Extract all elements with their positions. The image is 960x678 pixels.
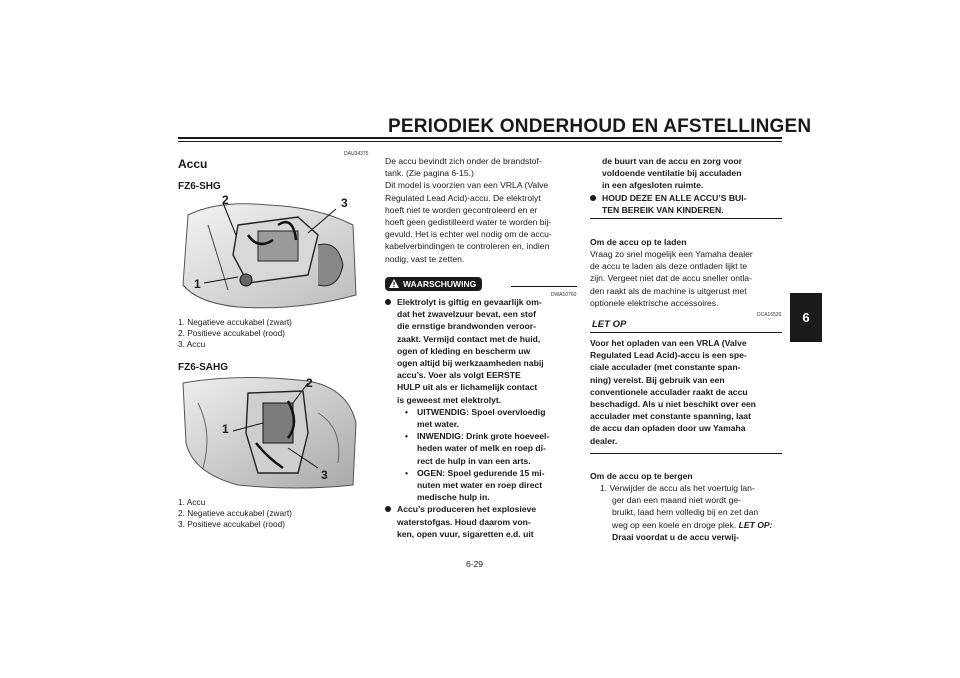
figure-2-callout-2: 2 [306,376,313,390]
text-line: acculader met constante spanning, laat [590,411,751,422]
text-line: De accu bevindt zich onder de brandstof- [385,156,542,166]
caution-header [590,319,782,333]
figure-1-callout-2: 2 [222,193,229,207]
text-line: Vraag zo snel mogelijk een Yamaha dealer [590,249,753,259]
warning-continued [590,155,782,216]
text-line: tank. (Zie pagina 6-15.) [385,168,474,179]
text-line: kabelverbindingen te controleren en, indien [385,241,550,252]
text-line: heden water of melk en roep di- [417,443,546,454]
text-line: is geweest met elektrolyt. [397,394,502,405]
text-line: Regulated Lead Acid)-accu. De elektrolyt [385,192,541,203]
caption-line: 3. Accu [178,339,206,349]
text-line: hoeft geen gedistilleerd water te worden bij- [385,217,552,228]
text-line: zaakt. Vermijd contact met de huid, [397,333,541,344]
text-line: Draai voordat u de accu verwij- [612,531,740,542]
store-step-1-last-line [600,519,782,531]
figure-1-captions [178,317,292,350]
text-line: met water. [417,419,460,430]
text-line: TEN BEREIK VAN KINDEREN. [602,204,724,215]
text-line: in een afgesloten ruimte. [602,180,704,191]
store-letop-label: LET OP: [738,519,773,530]
text-line: OGEN: Spoel gedurende 15 mi- [417,467,545,478]
warning-bullet-2 [385,503,577,540]
doc-code: DAU34375 [344,151,369,157]
text-line: ogen of kleding en bescherm uw [397,345,531,356]
caution-code: DCA16520 [757,312,782,318]
bullet-dot-icon [385,506,391,512]
page-header-title: PERIODIEK ONDERHOUD EN AFSTELLINGEN [388,116,812,137]
text-line: hoeft niet te worden gecontroleerd en er [385,204,538,215]
caption-line: 2. Positieve accukabel (rood) [178,328,285,338]
text-line: gevuld. Het is echter wel nodig om de accu- [385,229,552,240]
warning-badge [385,277,482,291]
chapter-tab: 6 [790,293,822,342]
bullet-dot-icon [590,195,596,201]
warning-rule [511,286,577,287]
caution-paragraph [590,337,782,447]
header-rule [178,137,782,139]
header-rule-thin [178,141,782,142]
caption-line: 3. Positieve accukabel (rood) [178,519,285,529]
text-line: ciale acculader (met constante span- [590,362,741,373]
text-line: ger dan een maand niet wordt ge- [612,495,741,506]
figure-2-title: FZ6-SAHG [178,362,228,373]
text-line: dealer. [590,435,618,446]
text-line: conventionele acculader raakt de accu [590,386,748,397]
page-number: 6-29 [466,559,484,569]
figure-2-callout-1: 1 [222,422,229,436]
text-line: zijn. Vergeet niet dat de accu sneller ontla- [590,273,752,284]
text-line: bruikt, laad hem volledig bij en zet dan [612,507,759,518]
text-line: accu’s. Voer als volgt EERSTE [397,370,521,381]
text-line: rect de hulp in van een arts. [417,455,531,466]
store-letop-text [600,531,782,543]
figure-2-captions [178,497,292,530]
warning-bullet-3 [590,192,782,216]
figure-1-photo [178,195,358,311]
warning-bullet-1 [385,296,577,503]
text-line: UITWENDIG: Spoel overvloedig [417,406,546,417]
sub-bullet-external: • UITWENDIG: Spoel overvloedig met water. [397,406,577,430]
text-line: ning) vereist. Bij gebruik van een [590,374,725,385]
intro-paragraph [385,155,577,265]
text-line: de accu dan opladen door uw Yamaha [590,423,746,434]
text-line: Elektrolyt is giftig en gevaarlijk om- [397,297,542,307]
figure-1-title: FZ6-SHG [178,181,221,192]
text-line: 1. Verwijder de accu als het voertuig lan- [600,483,755,493]
figure-1-callout-1: 1 [194,277,201,291]
warning-header [385,275,577,293]
warning-body [385,296,577,540]
text-line: HULP uit als er lichamelijk contact [397,382,538,393]
text-line: weg op een koele en droge plek. [612,519,737,530]
warning-bullet-2-cont [590,155,782,192]
store-step-1 [600,482,782,543]
text-line: optionele elektrische accessoires. [590,297,719,308]
text-line: beschadigd. Als u niet beschikt over een [590,399,756,410]
warning-triangle-icon [389,279,399,288]
text-line: INWENDIG: Drink grote hoeveel- [417,431,550,442]
text-line: Dit model is voorzien van een VRLA (Valve [385,180,549,191]
warning-end-rule [590,218,782,219]
charge-title: Om de accu op te laden [590,237,687,247]
text-line: de buurt van de accu en zorg voor [602,156,742,166]
text-line: Accu’s produceren het explosieve [397,504,537,515]
warning-code: DWA10760 [551,292,577,298]
caution-label: LET OP [592,319,627,330]
text-line: die ernstige brandwonden veroor- [397,321,536,332]
text-line: HOUD DEZE EN ALLE ACCU’S BUI- [602,192,747,203]
text-line: dat het zwavelzuur bevat, een stof [397,309,536,320]
charge-paragraph [590,248,782,309]
text-line: nodig, vast te zetten. [385,253,465,264]
figure-2-photo [178,373,358,491]
warning-label: WAARSCHUWING [403,278,477,289]
text-line: voldoende ventilatie bij acculaden [602,168,742,179]
text-line: Regulated Lead Acid)-accu is een spe- [590,350,747,361]
caution-end-rule [590,453,782,454]
sub-bullet-eyes: • OGEN: Spoel gedurende 15 mi- nuten met water en roep direct medische hulp in. [397,467,577,504]
bullet-dot-icon [385,299,391,305]
section-title: Accu [178,157,208,171]
text-line: ken, open vuur, sigaretten e.d. uit [397,528,534,539]
text-line: Voor het opladen van een VRLA (Valve [590,338,747,348]
text-line: ogen altijd bij werkzaamheden nabij [397,358,544,369]
text-line: den raakt als de machine is uitgerust met [590,285,747,296]
text-line: nuten met water en roep direct [417,480,543,491]
text-line: waterstofgas. Houd daarom von- [397,516,531,527]
figure-1-callout-3: 3 [341,196,348,210]
store-title: Om de accu op te bergen [590,471,693,481]
caption-line: 2. Negatieve accukabel (zwart) [178,508,292,518]
sub-bullet-internal: • INWENDIG: Drink grote hoeveel- heden water of melk en roep di- rect de hulp in van een arts. [397,430,577,467]
figure-2-callout-3: 3 [321,468,328,482]
caution-rule [590,332,782,333]
text-line: medische hulp in. [417,492,490,503]
caption-line: 1. Negatieve accukabel (zwart) [178,317,292,327]
caption-line: 1. Accu [178,497,206,507]
text-line: de accu te laden als deze ontladen lijkt te [590,261,748,272]
